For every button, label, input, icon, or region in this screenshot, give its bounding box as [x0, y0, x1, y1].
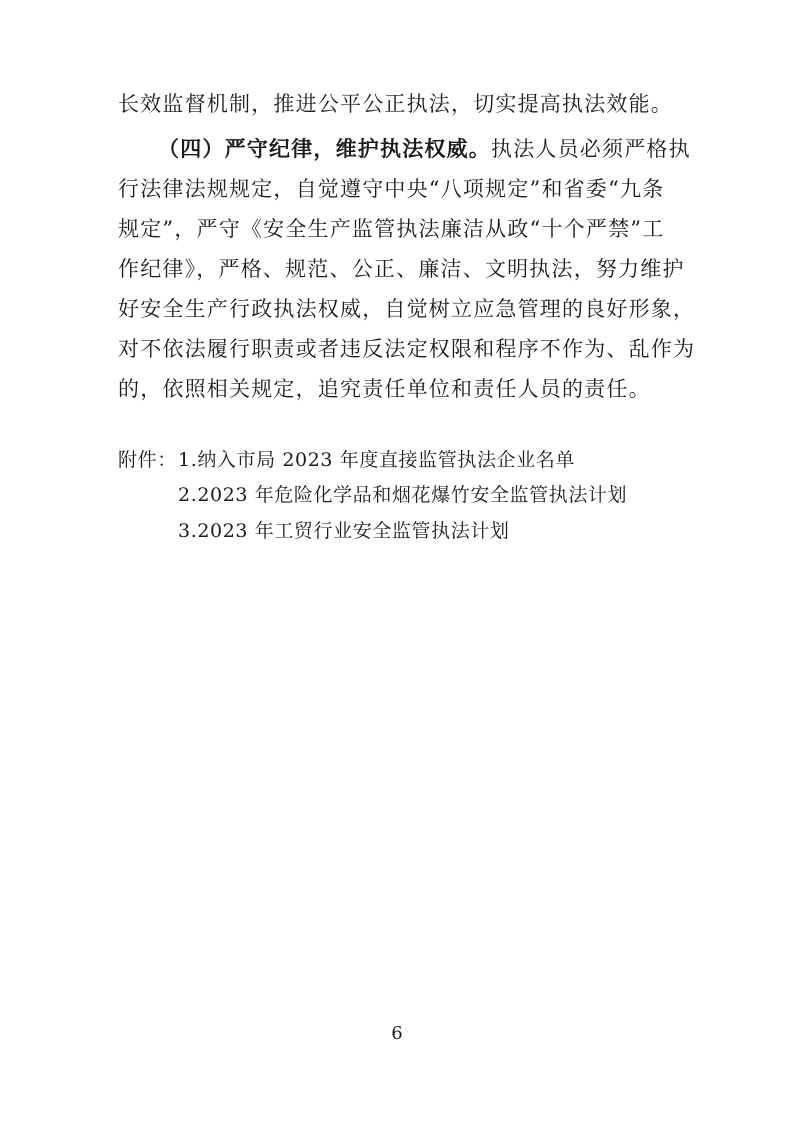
- paragraph-line: 好安全生产行政执法权威，自觉树立应急管理的良好形象，: [118, 297, 696, 321]
- paragraph-line-with-heading: [158, 133, 703, 165]
- paragraph-line: 长效监督机制，推进公平公正执法，切实提高执法效能。: [118, 92, 673, 116]
- attachment-item: 3.2023 年工贸行业安全监管执法计划: [178, 520, 510, 542]
- paragraph-line: 作纪律》，严格、规范、公正、廉洁、文明执法，努力维护: [118, 257, 685, 281]
- paragraph-line: 对不依法履行职责或者违反法定权限和程序不作为、乱作为: [118, 337, 696, 361]
- paragraph-text: 执法人员必须严格执: [491, 137, 691, 161]
- attachments-label: 附件：: [118, 449, 177, 471]
- attachment-item: 2.2023 年危险化学品和烟花爆竹安全监管执法计划: [178, 484, 628, 506]
- paragraph-line: 规定”，严守《安全生产监管执法廉洁从政“十个严禁”工: [118, 217, 665, 241]
- attachment-item: 1.纳入市局 2023 年度直接监管执法企业名单: [178, 449, 575, 471]
- paragraph-line: 行法律法规规定，自觉遵守中央“八项规定”和省委“九条: [118, 177, 665, 201]
- section-heading: （四）严守纪律，维护执法权威。: [158, 136, 491, 161]
- paragraph-line: 的，依照相关规定，追究责任单位和责任人员的责任。: [118, 377, 651, 401]
- page-number: 6: [391, 1023, 403, 1044]
